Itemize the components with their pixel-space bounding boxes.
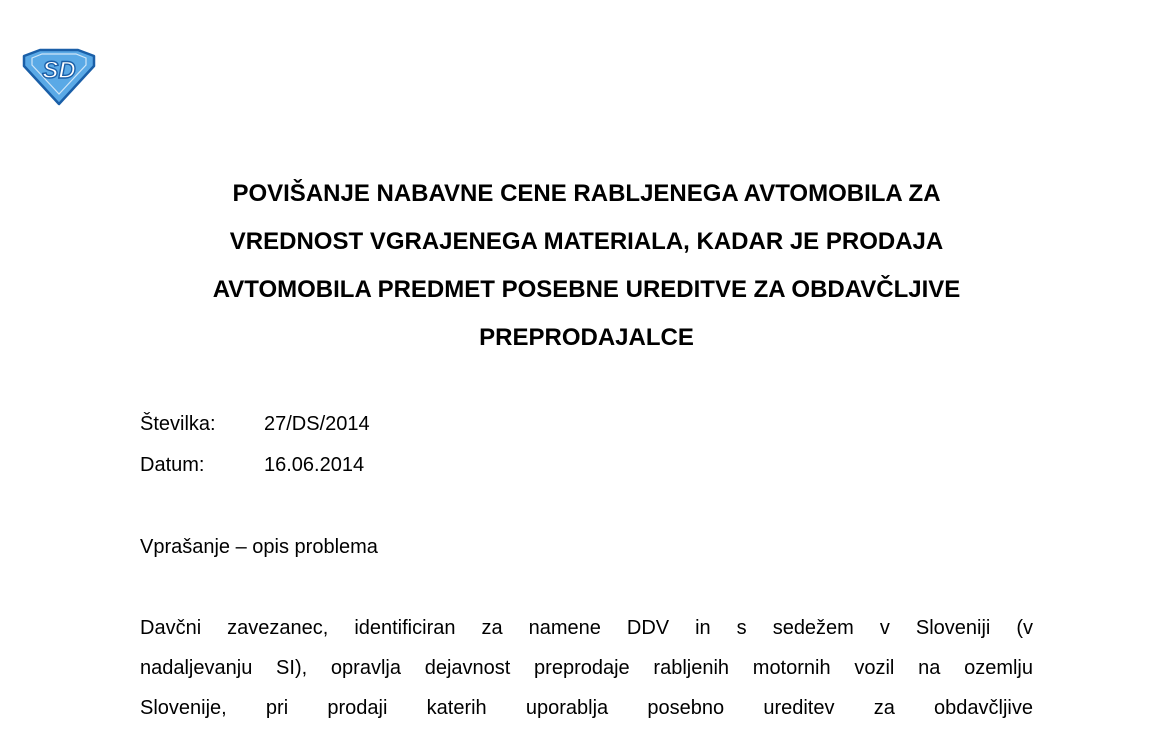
paragraph-line: Slovenije, pri prodaji katerih uporablja posebno ureditev za obdavčljive — [140, 697, 1033, 719]
number-label: Številka: — [140, 413, 216, 435]
date-label: Datum: — [140, 454, 205, 476]
date-row — [140, 445, 370, 486]
document-metadata — [140, 404, 370, 486]
date-value: 16.06.2014 — [264, 454, 365, 476]
sd-shield-icon — [22, 48, 96, 106]
title-line: POVIŠANJE NABAVNE CENE RABLJENEGA AVTOMOBILA ZA — [232, 180, 941, 207]
company-logo — [22, 48, 96, 106]
document-title — [140, 170, 1033, 362]
title-line: PREPRODAJALCE — [479, 324, 694, 351]
body-paragraph — [140, 608, 1033, 728]
title-line: VREDNOST VGRAJENEGA MATERIALA, KADAR JE PRODAJA — [229, 228, 944, 255]
paragraph-line: Davčni zavezanec, identificiran za namene DDV in s sedežem v Sloveniji (v — [140, 617, 1033, 639]
number-value: 27/DS/2014 — [264, 413, 370, 435]
number-row — [140, 404, 370, 445]
logo-lettering: SD — [42, 57, 76, 84]
paragraph-line: nadaljevanju SI), opravlja dejavnost preprodaje rabljenih motornih vozil na ozemlju — [140, 657, 1033, 679]
section-heading: Vprašanje – opis problema — [140, 536, 378, 558]
title-line: AVTOMOBILA PREDMET POSEBNE UREDITVE ZA OBDAVČLJIVE — [212, 276, 961, 303]
